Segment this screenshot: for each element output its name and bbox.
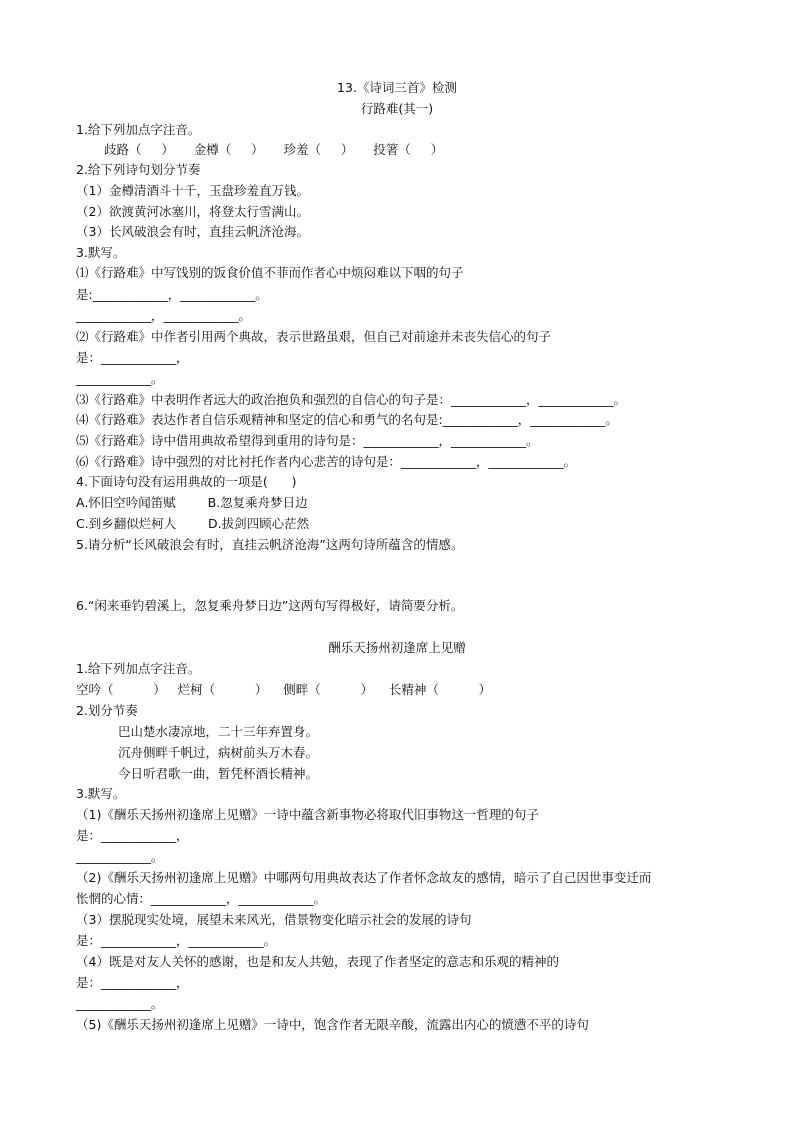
poem2-q1-heading: 1.给下列加点字注音。 bbox=[76, 661, 201, 676]
poem1-q3-line: ____________。 bbox=[76, 371, 164, 386]
poem1-q2-line: （1）金樽清酒斗十千，玉盘珍羞直万钱。 bbox=[76, 183, 309, 198]
poem2-q2-heading: 2.划分节奏 bbox=[76, 703, 138, 718]
poem2-q3-line: 怅惘的心情：____________，____________。 bbox=[76, 891, 327, 906]
poem1-q2-line: （3）长风破浪会有时，直挂云帆济沧海。 bbox=[76, 224, 309, 239]
poem1-q3-line: 是：____________， bbox=[76, 350, 189, 365]
poem2-q3-line: 是：____________， bbox=[76, 828, 189, 843]
poem2-q3-line: （2)《酬乐天扬州初逢席上见赠》中哪两句用典故表达了作者怀念故友的感情，暗示了自己因世事变迁而 bbox=[76, 870, 652, 885]
poem2-subtitle: 酬乐天扬州初逢席上见赠 bbox=[328, 640, 466, 655]
poem1-q6: 6.“闲来垂钓碧溪上，忽复乘舟梦日边”这两句写得极好，请简要分析。 bbox=[76, 598, 464, 613]
document-title: 13.《诗词三首》检测 bbox=[337, 80, 457, 95]
poem1-q4-option: A.怀旧空吟闻笛赋 B.忽复乘舟梦日边 bbox=[76, 495, 308, 510]
poem1-q2-line: （2）欲渡黄河冰塞川，将登太行雪满山。 bbox=[76, 204, 309, 219]
poem1-q3-heading: 3.默写。 bbox=[76, 245, 126, 260]
poem1-q3-line: ⑴《行路难》中写饯别的饭食价值不菲而作者心中烦闷难以下咽的句子 bbox=[76, 265, 464, 280]
poem1-subtitle: 行路难(其一) bbox=[360, 101, 434, 116]
poem1-q1-heading: 1.给下列加点字注音。 bbox=[76, 122, 201, 137]
poem2-q3-line: 是：____________， bbox=[76, 975, 189, 990]
poem2-q2-line: 巴山楚水凄凉地，二十三年弃置身。 bbox=[118, 724, 319, 739]
poem1-q3-line: ⑹《行路难》诗中强烈的对比衬托作者内心悲苦的诗句是：____________，____________。 bbox=[76, 454, 577, 469]
poem2-q3-line: （1)《酬乐天扬州初逢席上见赠》一诗中蕴含新事物必将取代旧事物这一哲理的句子 bbox=[76, 807, 539, 822]
poem1-q3-line: 是:____________，____________。 bbox=[76, 287, 268, 302]
poem1-q5: 5.请分析“长风破浪会有时，直挂云帆济沧海”这两句诗所蕴含的情感。 bbox=[76, 537, 464, 552]
poem1-q3-line: ⑷《行路难》表达作者自信乐观精神和坚定的信心和勇气的名句是:____________，____________。 bbox=[76, 412, 618, 427]
poem2-q3-line: ____________。 bbox=[76, 849, 164, 864]
poem2-q3-line: ____________。 bbox=[76, 996, 164, 1011]
poem1-q3-line: ____________，____________。 bbox=[76, 308, 252, 323]
poem1-q1-items: 歧路（ ） 金樽（ ） 珍羞（ ） 投箸（ ） bbox=[104, 142, 444, 157]
poem1-q4-option: C.到乡翻似烂柯人 D.拔剑四顾心茫然 bbox=[76, 516, 310, 531]
poem1-q3-line: ⑸《行路难》诗中借用典故希望得到重用的诗句是：____________，____________。 bbox=[76, 433, 539, 448]
poem2-q3-line: （3）摆脱现实处境，展望未来风光，借景物变化暗示社会的发展的诗句 bbox=[76, 912, 472, 927]
poem1-q3-line: ⑶《行路难》中表明作者远大的政治抱负和强烈的自信心的句子是：____________，____________。 bbox=[76, 392, 627, 407]
poem2-q3-line: （4）既是对友人关怀的感谢，也是和友人共勉，表现了作者坚定的意志和乐观的精神的 bbox=[76, 954, 559, 969]
poem1-q4-heading: 4.下面诗句没有运用典故的一项是( ) bbox=[76, 474, 297, 489]
poem2-q1-items: 空吟（ ） 烂柯（ ） 侧畔（ ） 长精神（ ） bbox=[76, 682, 492, 697]
poem1-q3-line: ⑵《行路难》中作者引用两个典故，表示世路虽艰，但自己对前途并未丧失信心的句子 bbox=[76, 329, 552, 344]
poem2-q3-heading: 3.默写。 bbox=[76, 786, 126, 801]
poem2-q3-line: 是：____________，____________。 bbox=[76, 933, 277, 948]
poem2-q2-line: 沉舟侧畔千帆过，病树前头万木春。 bbox=[118, 745, 319, 760]
poem1-q2-heading: 2.给下列诗句划分节奏 bbox=[76, 162, 201, 177]
poem2-q3-line: （5)《酬乐天扬州初逢席上见赠》一诗中，饱含作者无限辛酸，流露出内心的愤懑不平的诗句 bbox=[76, 1017, 589, 1032]
poem2-q2-line: 今日听君歌一曲，暂凭杯酒长精神。 bbox=[118, 766, 319, 781]
